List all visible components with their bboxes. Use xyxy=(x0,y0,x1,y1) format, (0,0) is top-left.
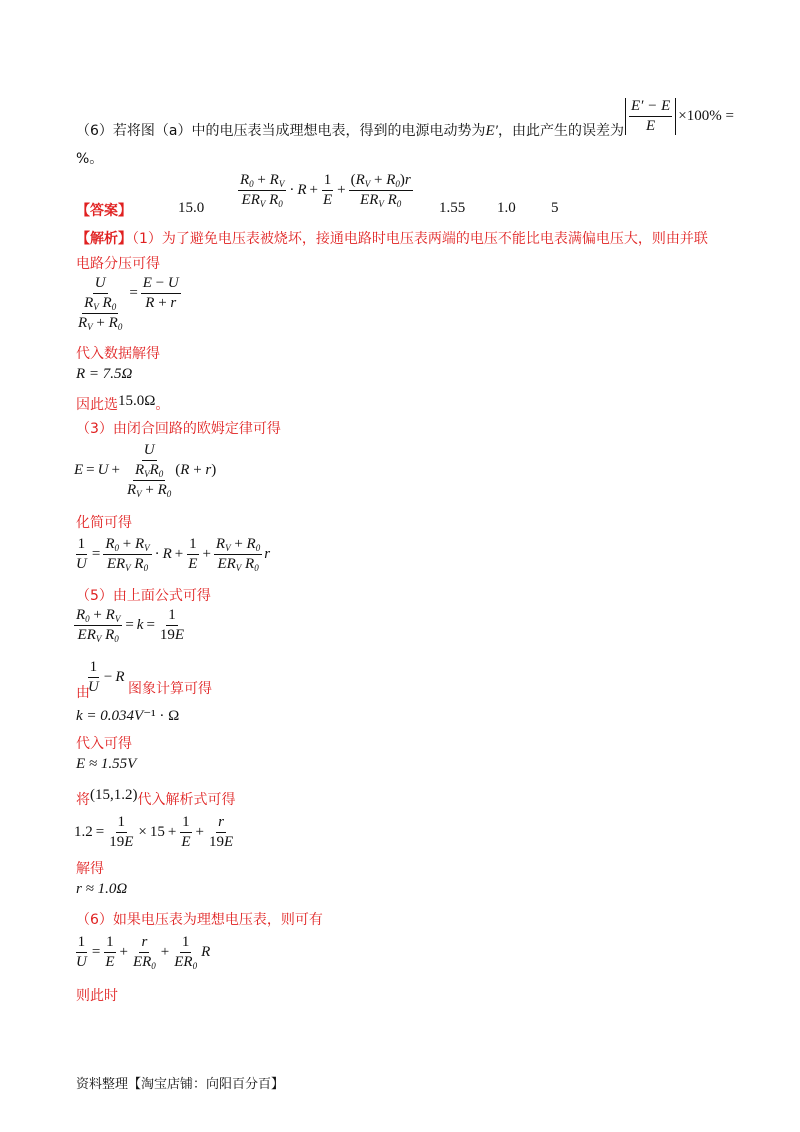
q6-text xyxy=(76,120,624,140)
answer-1: 15.0 xyxy=(178,200,205,216)
point-equation: 1.2 = $\frac{1}{19E}$ × 15 + $\frac{1}{E}$ + $\frac{r}{19E}$ xyxy=(74,814,234,850)
r-result: R = 7.5Ω xyxy=(76,366,133,382)
substitute-text: 代入数据解得 xyxy=(76,346,160,362)
solve-text: 解得 xyxy=(76,861,104,877)
put-suffix: 代入解析式可得 xyxy=(137,792,236,808)
e-prime-symbol: E′ xyxy=(485,123,498,139)
e-value: E ≈ 1.55V xyxy=(76,756,137,772)
answer-3: 1.55 xyxy=(439,200,466,216)
answer-2-formula: $\frac{R_0 + R_V}{ER_V R_0}$ · R + $\frac{1}{E}$ + $\frac{(R_V + R_0)r}{ER_V R_0}$ xyxy=(240,172,411,209)
answer-5: 5 xyxy=(551,200,559,216)
divider-equation: $\frac{U}{\frac{R_V R_0}{R_V + R_0}}$ = $\frac{E - U}{R + r}$ xyxy=(78,275,179,332)
put-line xyxy=(76,789,236,809)
from-prefix: 由 xyxy=(76,685,90,701)
times-100: ×100% = xyxy=(678,107,734,124)
put-prefix: 将 xyxy=(76,792,90,808)
choose-prefix: 因此选 xyxy=(76,397,118,413)
ohm-equation: E = U + $\frac{U}{\frac{R_VR_0}{R_V + R_0}}$ (R + r) xyxy=(74,442,217,499)
choose-line xyxy=(76,394,169,414)
ideal-equation: $\frac{1}{U}$ = $\frac{1}{E}$ + $\frac{r}{ER_0}$ + $\frac{1}{ER_0}$ R xyxy=(76,934,211,971)
choose-suffix: 。 xyxy=(155,397,170,413)
error-formula: $\frac{E' - E}{E}$ ×100% = xyxy=(625,96,734,136)
simplify-text: 化简可得 xyxy=(76,515,132,531)
answer-label: 【答案】 xyxy=(76,203,132,219)
analysis-label: 【解析】 xyxy=(76,231,132,247)
step3-text: （3）由闭合回路的欧姆定律可得 xyxy=(76,421,281,437)
answer-4: 1.0 xyxy=(497,200,516,216)
r-value: r ≈ 1.0Ω xyxy=(76,881,128,897)
slope-equation: $\frac{R_0 + R_V}{ER_V R_0}$ = k = $\frac{1}{19E}$ xyxy=(76,607,185,644)
graph-calc-text: 图象计算可得 xyxy=(128,681,212,697)
q6-middle: ，由此产生的误差为 xyxy=(497,123,624,139)
choose-value: 15.0Ω xyxy=(118,393,156,409)
step5-text: （5）由上面公式可得 xyxy=(76,588,211,604)
step6-text: （6）如果电压表为理想电压表，则可有 xyxy=(76,912,323,928)
analysis-step1: （1）为了避免电压表被烧坏，接通电路时电压表两端的电压不能比电表满偏电压大，则由并联 xyxy=(132,231,708,247)
k-unit: ⁻¹ · Ω xyxy=(143,708,180,724)
point-value: (15,1.2) xyxy=(90,787,138,803)
q6-prefix: （6）若将图（a）中的电压表当成理想电表，得到的电源电动势为 xyxy=(76,123,486,139)
analysis-line2: 电路分压可得 xyxy=(76,256,160,272)
simplified-equation: $\frac{1}{U}$ = $\frac{R_0 + R_V}{ER_V R_0}$ · R + $\frac{1}{E}$ + $\frac{R_V + R_0}{ER_V R_0}$ r xyxy=(76,536,271,573)
k-value: k = 0.034V xyxy=(76,708,144,724)
footer-source: 资料整理【淘宝店铺：向阳百分百】 xyxy=(76,1077,285,1092)
then-text: 则此时 xyxy=(76,988,118,1004)
percent-end: %。 xyxy=(76,151,104,167)
sub-get-text: 代入可得 xyxy=(76,736,132,752)
k-value-line xyxy=(76,706,179,725)
graph-axis-label: $\frac{1}{U}$ − R xyxy=(88,659,125,695)
analysis-line1 xyxy=(76,228,708,248)
